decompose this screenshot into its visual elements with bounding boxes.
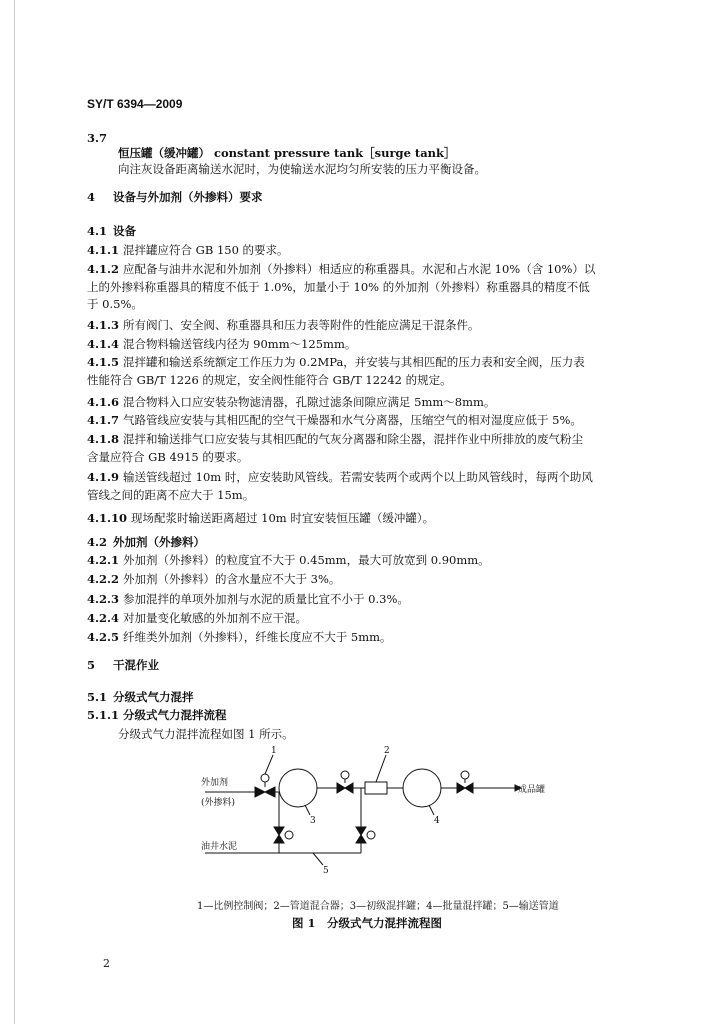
scan-edge (14, 0, 15, 1024)
label-product: 成品罐 (518, 785, 546, 795)
clause-text: 于 0.5%。 (87, 297, 143, 311)
clause-text: 纤维类外加剂（外掺料），纤维长度应不大于 5mm。 (123, 630, 392, 644)
text-line (87, 488, 254, 502)
clause-text: 混拌罐和输送系统额定工作压力为 0.2MPa，并安装与其相匹配的压力表和安全阀，压力表 (123, 355, 585, 369)
clause-text: 参加混拌的单项外加剂与水泥的质量比宜不小于 0.3%。 (123, 592, 409, 606)
text-line (87, 413, 582, 427)
text-line (87, 224, 136, 238)
text-line (87, 470, 593, 484)
clause-number: 4.1 (87, 224, 108, 238)
clause-number: 5.1.1 (87, 708, 120, 722)
label-additive: 外加剂 (201, 778, 229, 788)
clause-number: 4.1.4 (87, 337, 120, 351)
clause-text: 外加剂（外掺料）的粒度宜不大于 0.45mm，最大可放宽到 0.90mm。 (123, 553, 490, 567)
label-n3: 3 (310, 816, 316, 826)
text-line (87, 450, 248, 464)
label-cement: 油井水泥 (201, 842, 238, 852)
text-line (118, 162, 486, 176)
label-n2: 2 (384, 746, 390, 756)
page-number: 2 (103, 957, 110, 970)
clause-text: 混拌罐应符合 GB 150 的要求。 (123, 243, 289, 257)
clause-text: 含量应符合 GB 4915 的要求。 (87, 450, 249, 464)
label-n1: 1 (271, 746, 277, 756)
text-line (87, 318, 480, 332)
clause-text: 性能符合 GB/T 1226 的规定，安全阀性能符合 GB/T 12242 的规定。 (87, 373, 452, 387)
clause-number: 4.2.5 (87, 630, 120, 644)
clause-number: 4 (87, 190, 96, 204)
clause-text: 输送管线超过 10m 时，应安装助风管线。若需安装两个或两个以上助风管线时，每两个助风 (123, 470, 593, 484)
clause-number: 3.7 (87, 131, 108, 145)
clause-text: 管线之间的距离不应大于 15m。 (87, 488, 255, 502)
standard-number: SY/T 6394—2009 (87, 97, 183, 111)
text-line (87, 280, 590, 294)
clause-text: 混拌和输送排气口应安装与其相匹配的气灰分离器和除尘器，混拌作业中所排放的废气粉尘 (123, 432, 583, 446)
clause-text: 分级式气力混拌流程 (123, 708, 227, 722)
clause-text: 向注灰设备距离输送水泥时，为使输送水泥均匀所安装的压力平衡设备。 (118, 162, 486, 176)
clause-number: 4.1.7 (87, 413, 120, 427)
text-line (87, 535, 205, 549)
clause-text: 上的外掺料称重器具的精度不低于 1.0%，加量小于 10% 的外加剂（外掺料）称重器具的精度不低 (87, 280, 590, 294)
clause-text: 所有阀门、安全阀、称重器具和压力表等附件的性能应满足干混条件。 (123, 318, 480, 332)
text-line (87, 395, 495, 409)
text-line (87, 373, 452, 387)
text-line (87, 262, 595, 276)
clause-number: 4.1.3 (87, 318, 120, 332)
figure-title: 图 1 分级式气力混拌流程图 (292, 916, 443, 930)
flow-diagram (195, 745, 546, 895)
text-line (87, 131, 113, 145)
clause-text: 干混作业 (113, 658, 159, 672)
clause-number: 4.2.1 (87, 553, 120, 567)
text-line (87, 511, 434, 525)
clause-text: 设备 (113, 224, 136, 238)
clause-text: 外加剂（外掺料）的含水量应不大于 3%。 (123, 572, 341, 586)
text-line (118, 727, 294, 741)
clause-text: 气路管线应安装与其相匹配的空气干燥器和水气分离器，压缩空气的相对湿度应低于 5%。 (123, 413, 582, 427)
clause-text: 设备与外加剂（外掺料）要求 (113, 190, 263, 204)
text-line (87, 630, 392, 644)
clause-text: 混合物料输送管线内径为 90mm～125mm。 (123, 337, 357, 351)
clause-text: 分级式气力混拌 (113, 690, 194, 704)
clause-text: 分级式气力混拌流程如图 1 所示。 (118, 727, 294, 741)
clause-number: 5 (87, 658, 96, 672)
clause-number: 4.1.10 (87, 511, 128, 525)
text-line (87, 190, 263, 204)
text-line (87, 592, 409, 606)
clause-text: 应配备与油井水泥和外加剂（外掺料）相适应的称重器具。水泥和占水泥 10%（含 10%）以 (123, 262, 596, 276)
text-line (118, 146, 456, 160)
text-line (87, 432, 583, 446)
figure-legend: 1—比例控制阀；2—管道混合器；3—初级混拌罐；4—批量混拌罐；5—输送管道 (197, 901, 559, 912)
text-line (87, 355, 585, 369)
label-additive-sub: (外掺料) (201, 798, 236, 808)
clause-number: 4.2.3 (87, 592, 120, 606)
text-line (87, 337, 356, 351)
label-n4: 4 (434, 816, 440, 826)
clause-number: 5.1 (87, 690, 108, 704)
clause-number: 4.1.6 (87, 395, 120, 409)
text-line (87, 658, 159, 672)
text-line (87, 690, 194, 704)
label-n5: 5 (323, 866, 329, 876)
clause-number: 4.1.2 (87, 262, 120, 276)
clause-number: 4.2.2 (87, 572, 120, 586)
text-line (87, 611, 307, 625)
text-line (87, 553, 490, 567)
text-line (87, 297, 143, 311)
clause-number: 4.1.9 (87, 470, 120, 484)
clause-text: 恒压罐（缓冲罐） constant pressure tank［surge tank］ (118, 146, 456, 160)
clause-text: 混合物料入口应安装杂物滤清器，孔隙过滤条间隙应满足 5mm～8mm。 (123, 395, 496, 409)
text-line (87, 243, 289, 257)
text-line (87, 708, 227, 722)
clause-number: 4.2.4 (87, 611, 120, 625)
clause-number: 4.1.1 (87, 243, 120, 257)
clause-text: 现场配浆时输送距离超过 10m 时宜安装恒压罐（缓冲罐）。 (131, 511, 435, 525)
clause-text: 对加量变化敏感的外加剂不应干混。 (123, 611, 307, 625)
clause-number: 4.2 (87, 535, 108, 549)
clause-number: 4.1.8 (87, 432, 120, 446)
clause-number: 4.1.5 (87, 355, 120, 369)
clause-text: 外加剂（外掺料） (113, 535, 205, 549)
text-line (87, 572, 340, 586)
